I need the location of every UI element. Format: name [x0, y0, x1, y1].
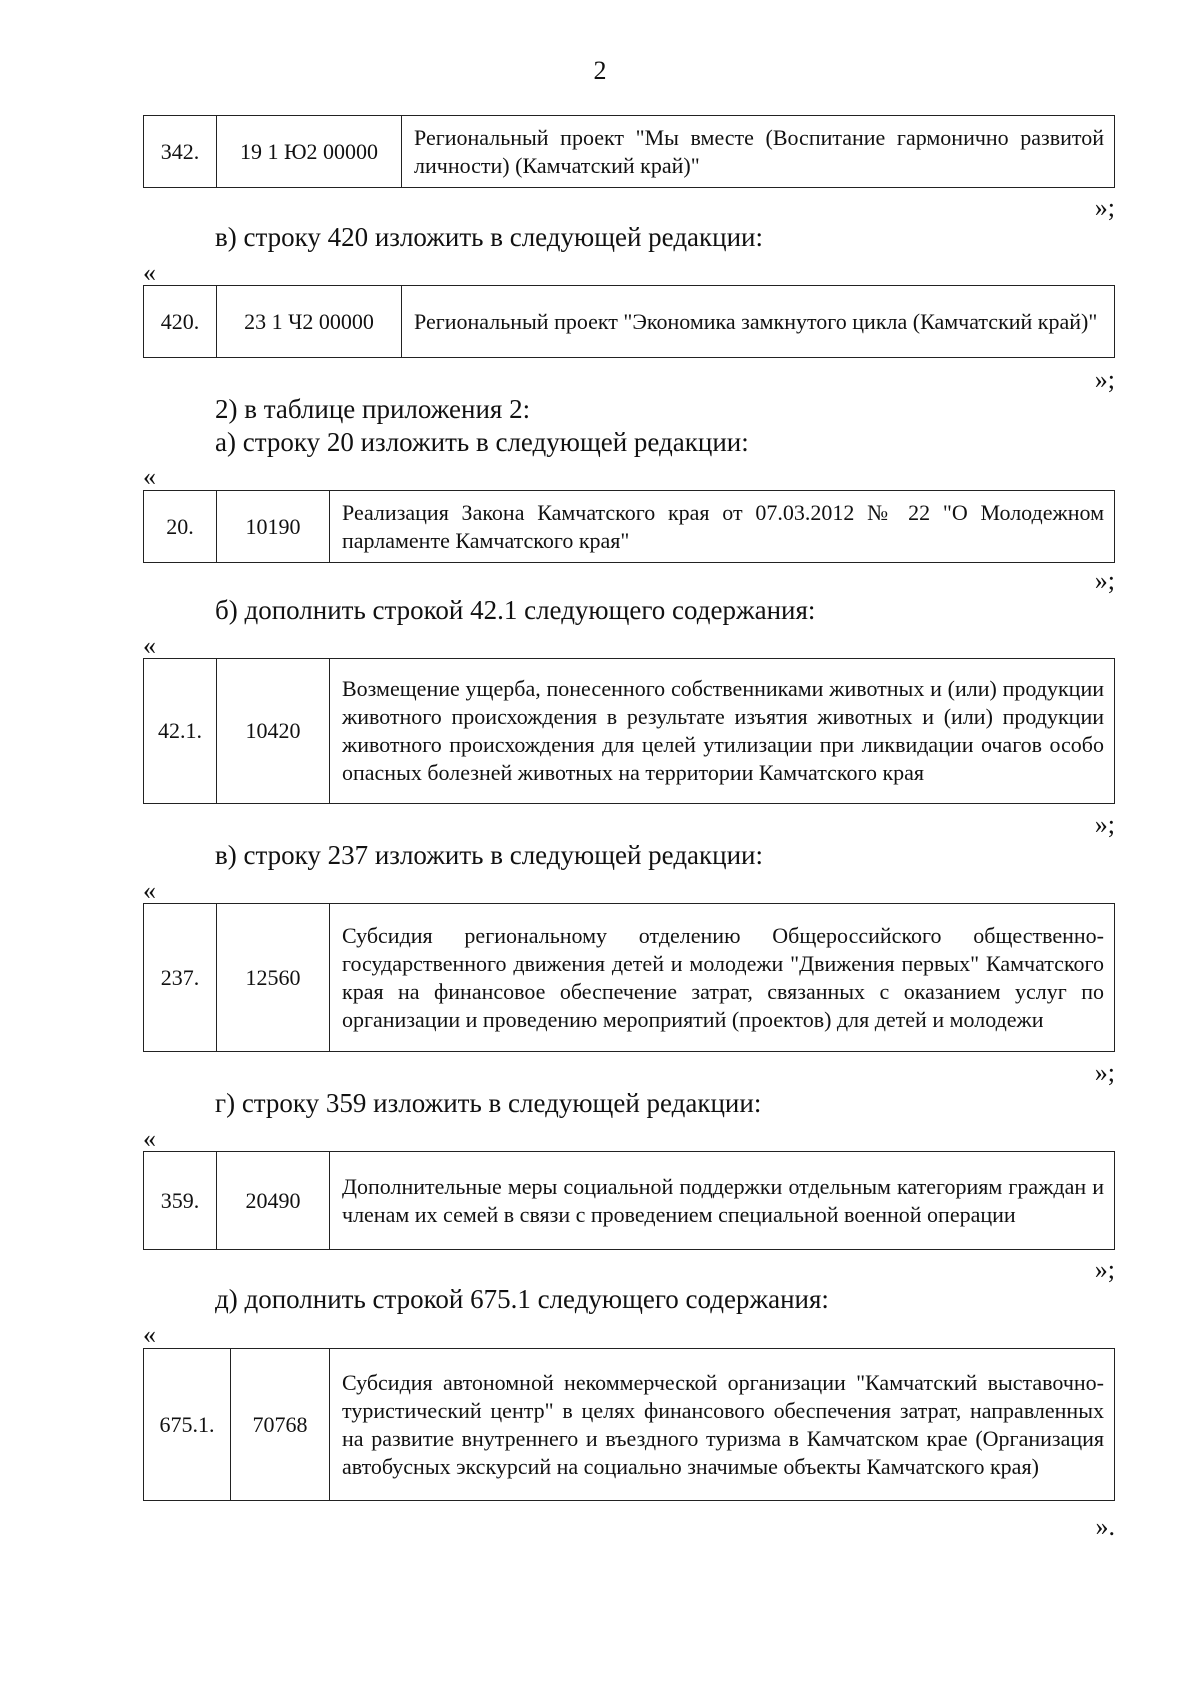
- instruction-line: г) строку 359 изложить в следующей редакции:: [215, 1088, 762, 1118]
- table-row-20: [143, 490, 1115, 563]
- section-heading: 2) в таблице приложения 2:: [215, 394, 531, 424]
- row-code: 12560: [217, 904, 330, 1052]
- closing-quote: »;: [1094, 365, 1115, 394]
- opening-quote: «: [143, 462, 156, 491]
- row-text: Реализация Закона Камчатского края от 07.03.2012 № 22 "О Молодежном парламенте Камчатского края": [330, 491, 1115, 563]
- row-code: 70768: [231, 1349, 330, 1501]
- row-code: 19 1 Ю2 00000: [217, 116, 402, 188]
- row-text: Субсидия региональному отделению Общероссийского общественно-государственного движения детей и молодежи "Движения первых" Камчатского края на финансовое обеспечение затрат, связанных с оказанием услуг по организации и проведению мероприятий (проектов) для детей и молодежи: [330, 904, 1115, 1052]
- opening-quote: «: [143, 1320, 156, 1349]
- closing-quote: »;: [1094, 1058, 1115, 1087]
- instruction-line: а) строку 20 изложить в следующей редакции:: [215, 427, 749, 457]
- row-number: 237.: [144, 904, 217, 1052]
- row-text: Субсидия автономной некоммерческой организации "Камчатский выставочно-туристический центр" в целях финансового обеспечения затрат, направленных на развитие внутреннего и въездного туризма в Камчатском крае (Организация автобусных экскурсий на социально значимые объекты Камчатского края): [330, 1349, 1115, 1501]
- row-number: 420.: [144, 286, 217, 358]
- instruction-line: в) строку 420 изложить в следующей редакции:: [215, 222, 764, 252]
- row-code: 10420: [217, 659, 330, 804]
- page-number: 2: [593, 56, 607, 85]
- row-number: 20.: [144, 491, 217, 563]
- row-number: 675.1.: [144, 1349, 231, 1501]
- row-text: Региональный проект "Мы вместе (Воспитание гармонично развитой личности) (Камчатский край)": [402, 116, 1115, 188]
- closing-quote: »;: [1094, 566, 1115, 595]
- table-row-42-1: [143, 658, 1115, 804]
- row-text: Дополнительные меры социальной поддержки отдельным категориям граждан и членам их семей в связи с проведением специальной военной операции: [330, 1152, 1115, 1250]
- row-text: Возмещение ущерба, понесенного собственниками животных и (или) продукции животного происхождения в результате изъятия животных и (или) продукции животного происхождения для целей утилизации при ликвидации очагов особо опасных болезней животных на территории Камчатского края: [330, 659, 1115, 804]
- table-row-420: [143, 285, 1115, 358]
- row-number: 359.: [144, 1152, 217, 1250]
- instruction-line: в) строку 237 изложить в следующей редакции:: [215, 840, 764, 870]
- opening-quote: «: [143, 1124, 156, 1153]
- row-code: 10190: [217, 491, 330, 563]
- instruction-line: б) дополнить строкой 42.1 следующего содержания:: [215, 595, 816, 625]
- opening-quote: «: [143, 258, 156, 287]
- closing-quote: »;: [1094, 193, 1115, 222]
- closing-quote: ».: [1095, 1512, 1115, 1541]
- closing-quote: »;: [1094, 1255, 1115, 1284]
- row-number: 42.1.: [144, 659, 217, 804]
- row-number: 342.: [144, 116, 217, 188]
- instruction-line: д) дополнить строкой 675.1 следующего содержания:: [215, 1284, 829, 1314]
- row-code: 23 1 Ч2 00000: [217, 286, 402, 358]
- table-row-237: [143, 903, 1115, 1052]
- opening-quote: «: [143, 631, 156, 660]
- table-row-342: [143, 115, 1115, 188]
- row-code: 20490: [217, 1152, 330, 1250]
- closing-quote: »;: [1094, 810, 1115, 839]
- table-row-359: [143, 1151, 1115, 1250]
- opening-quote: «: [143, 876, 156, 905]
- table-row-675-1: [143, 1348, 1115, 1501]
- row-text: Региональный проект "Экономика замкнутого цикла (Камчатский край)": [402, 286, 1115, 358]
